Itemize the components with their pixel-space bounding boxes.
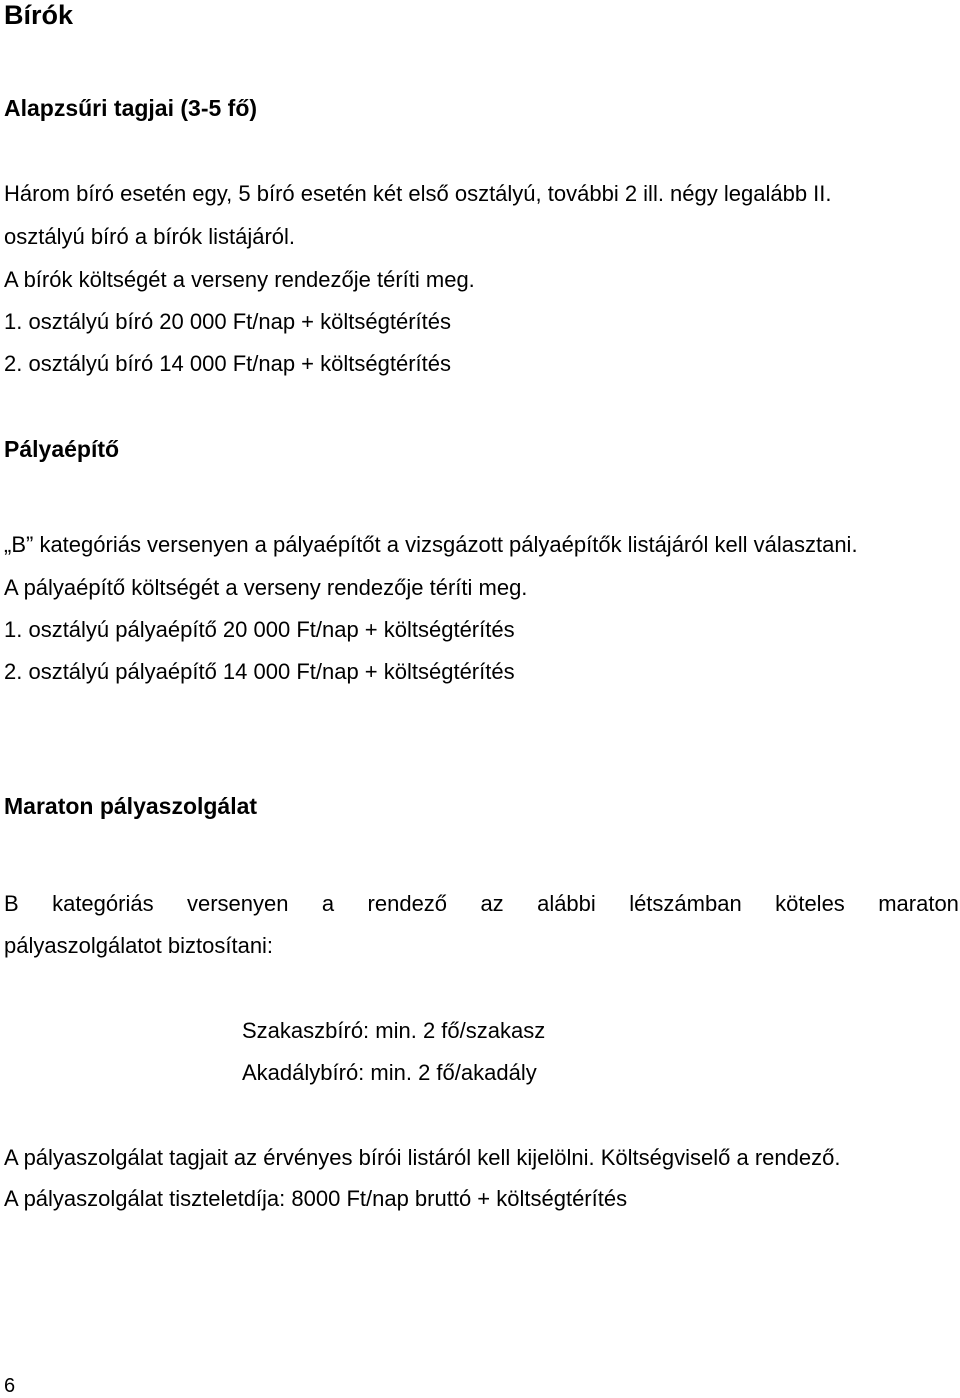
marathon-word: köteles — [775, 891, 845, 916]
page-number: 6 — [4, 1375, 16, 1397]
marathon-line-4: A pályaszolgálat tiszteletdíja: 8000 Ft/nap bruttó + költségtérítés — [4, 1186, 628, 1211]
marathon-word: az — [480, 891, 504, 916]
marathon-word: rendező — [367, 891, 448, 916]
marathon-word: alábbi — [537, 891, 596, 916]
marathon-item-1: Szakaszbíró: min. 2 fő/szakasz — [242, 1018, 546, 1043]
marathon-word: kategóriás — [52, 891, 154, 916]
marathon-line-2: pályaszolgálatot biztosítani: — [4, 933, 274, 958]
marathon-word: létszámban — [629, 891, 742, 916]
marathon-line-1 — [4, 893, 959, 915]
judges-line-1: Három bíró esetén egy, 5 bíró esetén két első osztályú, további 2 ill. négy legalább II. — [4, 181, 832, 206]
judges-line-5: 2. osztályú bíró 14 000 Ft/nap + költségtérítés — [4, 351, 451, 376]
page-title: Bírók — [4, 0, 74, 30]
course-builder-line-4: 2. osztályú pályaépítő 14 000 Ft/nap + költségtérítés — [4, 659, 515, 684]
judges-line-2: osztályú bíró a bírók listájáról. — [4, 224, 296, 249]
marathon-word: maraton — [878, 891, 959, 916]
course-builder-line-1: „B” kategóriás versenyen a pályaépítőt a vizsgázott pályaépítők listájáról kell választani. — [4, 532, 858, 557]
course-builder-line-2: A pályaépítő költségét a verseny rendezője téríti meg. — [4, 575, 528, 600]
marathon-word: B — [4, 891, 19, 916]
course-builder-line-3: 1. osztályú pályaépítő 20 000 Ft/nap + költségtérítés — [4, 617, 515, 642]
marathon-word: versenyen — [186, 891, 289, 916]
judges-line-4: 1. osztályú bíró 20 000 Ft/nap + költségtérítés — [4, 309, 451, 334]
marathon-line-3: A pályaszolgálat tagjait az érvényes bírói listáról kell kijelölni. Költségviselő a rendező. — [4, 1145, 841, 1170]
judges-heading: Alapzsűri tagjai (3-5 fő) — [4, 95, 258, 121]
marathon-heading: Maraton pályaszolgálat — [4, 793, 258, 819]
marathon-word: a — [321, 891, 335, 916]
judges-line-3: A bírók költségét a verseny rendezője téríti meg. — [4, 267, 475, 292]
marathon-item-2: Akadálybíró: min. 2 fő/akadály — [242, 1060, 537, 1085]
course-builder-heading: Pályaépítő — [4, 436, 120, 462]
